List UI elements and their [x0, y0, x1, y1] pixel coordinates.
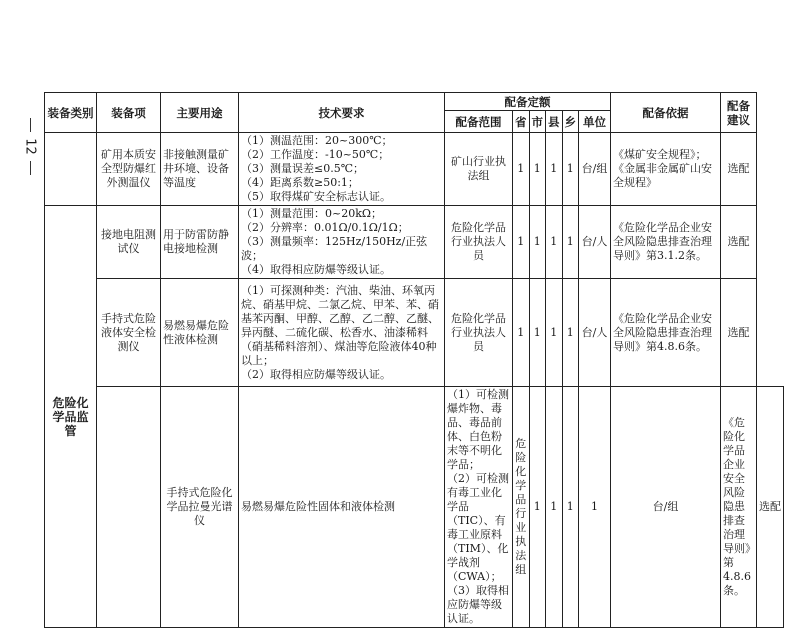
item-cell: 手持式危险化学品拉曼光谱仪: [161, 387, 239, 628]
requirements-cell: [239, 279, 445, 387]
city-cell: 1: [529, 279, 546, 387]
page-number-dash-bottom: [30, 161, 31, 175]
item-cell: 接地电阻测试仪: [97, 206, 161, 279]
county-cell: 1: [562, 387, 579, 628]
requirement-line: （2）可检测有毒工业化学品（TIC）、有毒工业原料（TIM）、化学战剂（CWA）；: [447, 472, 509, 583]
suggestion-cell: 选配: [721, 133, 757, 206]
requirement-line: （2）分辨率：0.01Ω/0.1Ω/1Ω；: [241, 221, 409, 234]
requirements-cell: [239, 133, 445, 206]
requirement-line: （3）测量误差≤0.5℃；: [241, 162, 365, 175]
header-item: 装备项: [97, 93, 161, 133]
requirements-cell: [239, 206, 445, 279]
basis-cell: 《煤矿安全规程》；《金属非金属矿山安全规程》: [611, 133, 721, 206]
requirement-line: （4）取得相应防爆等级认证。: [241, 263, 391, 276]
header-unit: 单位: [579, 111, 611, 133]
province-cell: 1: [513, 133, 530, 206]
page-number-text: 12: [22, 138, 38, 155]
category-cell-empty: [97, 387, 161, 628]
requirement-line: （5）取得煤矿安全标志认证。: [241, 190, 391, 203]
basis-cell: 《危险化学品企业安全风险隐患排查治理导则》第4.8.6条。: [721, 387, 757, 628]
township-cell: 1: [562, 279, 579, 387]
township-cell: 1: [562, 206, 579, 279]
county-cell: 1: [546, 279, 563, 387]
header-quota: 配备定额: [445, 93, 611, 111]
header-province: 省: [513, 111, 530, 133]
unit-cell: 台/组: [579, 133, 611, 206]
requirement-line: （4）距离系数≥50:1；: [241, 176, 359, 189]
unit-cell: 台/人: [579, 206, 611, 279]
use-cell: 用于防雷防静电接地检测: [161, 206, 239, 279]
category-cell-hazchem: 危险化学品监管: [45, 206, 97, 628]
equipment-table: [44, 92, 784, 628]
requirement-line: （1）测量范围：0~20kΩ；: [241, 207, 382, 220]
requirement-line: （2）工作温度：-10~50℃；: [241, 148, 390, 161]
use-cell: 易燃易爆危险性固体和液体检测: [239, 387, 445, 628]
scope-cell: 危险化学品行业执法人员: [445, 279, 513, 387]
header-basis: 配备依据: [611, 93, 721, 133]
category-cell-mining: [45, 133, 97, 206]
header-city: 市: [529, 111, 546, 133]
county-cell: 1: [546, 133, 563, 206]
page-number-dash-top: [30, 118, 31, 132]
use-cell: 非接触测量矿井环境、设备等温度: [161, 133, 239, 206]
header-scope: 配备范围: [445, 111, 513, 133]
page-number: [20, 118, 40, 175]
unit-cell: 台/人: [579, 279, 611, 387]
basis-cell: 《危险化学品企业安全风险隐患排查治理导则》第3.1.2条。: [611, 206, 721, 279]
requirement-line: （3）测量频率：125Hz/150Hz/正弦波；: [241, 235, 428, 262]
basis-cell: 《危险化学品企业安全风险隐患排查治理导则》第4.8.6条。: [611, 279, 721, 387]
unit-cell: 台/组: [611, 387, 721, 628]
requirement-line: （2）取得相应防爆等级认证。: [241, 367, 391, 381]
province-cell: 1: [513, 206, 530, 279]
requirement-line: （1）测温范围：20~300℃；: [241, 134, 393, 147]
item-cell: 矿用本质安全型防爆红外测温仪: [97, 133, 161, 206]
header-category: 装备类别: [45, 93, 97, 133]
header-use: 主要用途: [161, 93, 239, 133]
use-cell: 易燃易爆危险性液体检测: [161, 279, 239, 387]
scope-cell: 危险化学品行业执法人员: [445, 206, 513, 279]
scope-cell: 危险化学品行业执法组: [513, 387, 530, 628]
province-cell: 1: [529, 387, 546, 628]
table-row: [45, 133, 784, 206]
suggestion-cell: 选配: [757, 387, 784, 628]
header-suggestion: 配备建议: [721, 93, 757, 133]
table-row: [45, 279, 784, 387]
requirement-line: （1）可检测爆炸物、毒品、毒品前体、白色粉末等不明化学品；: [447, 388, 509, 471]
table-row: [45, 387, 784, 628]
header-requirements: 技术要求: [239, 93, 445, 133]
requirement-line: （3）取得相应防爆等级认证。: [447, 584, 509, 625]
township-cell: 1: [579, 387, 611, 628]
requirements-cell: [445, 387, 513, 628]
scope-cell: 矿山行业执法组: [445, 133, 513, 206]
item-cell: 手持式危险液体安全检测仪: [97, 279, 161, 387]
table-row: [45, 206, 784, 279]
city-cell: 1: [546, 387, 563, 628]
county-cell: 1: [546, 206, 563, 279]
requirement-line: （1）可探测种类：汽油、柴油、环氧丙烷、硝基甲烷、二氯乙烷、甲苯、苯、硝基苯丙酮、甲醇、乙醇、乙二醇、乙醚、异丙醚、二硫化碳、松香水、油漆稀料（硝基稀料溶剂）、煤油等危险液体40种以上；: [241, 283, 439, 367]
city-cell: 1: [529, 133, 546, 206]
header-county: 县: [546, 111, 563, 133]
city-cell: 1: [529, 206, 546, 279]
province-cell: 1: [513, 279, 530, 387]
suggestion-cell: 选配: [721, 206, 757, 279]
header-township: 乡: [562, 111, 579, 133]
suggestion-cell: 选配: [721, 279, 757, 387]
township-cell: 1: [562, 133, 579, 206]
